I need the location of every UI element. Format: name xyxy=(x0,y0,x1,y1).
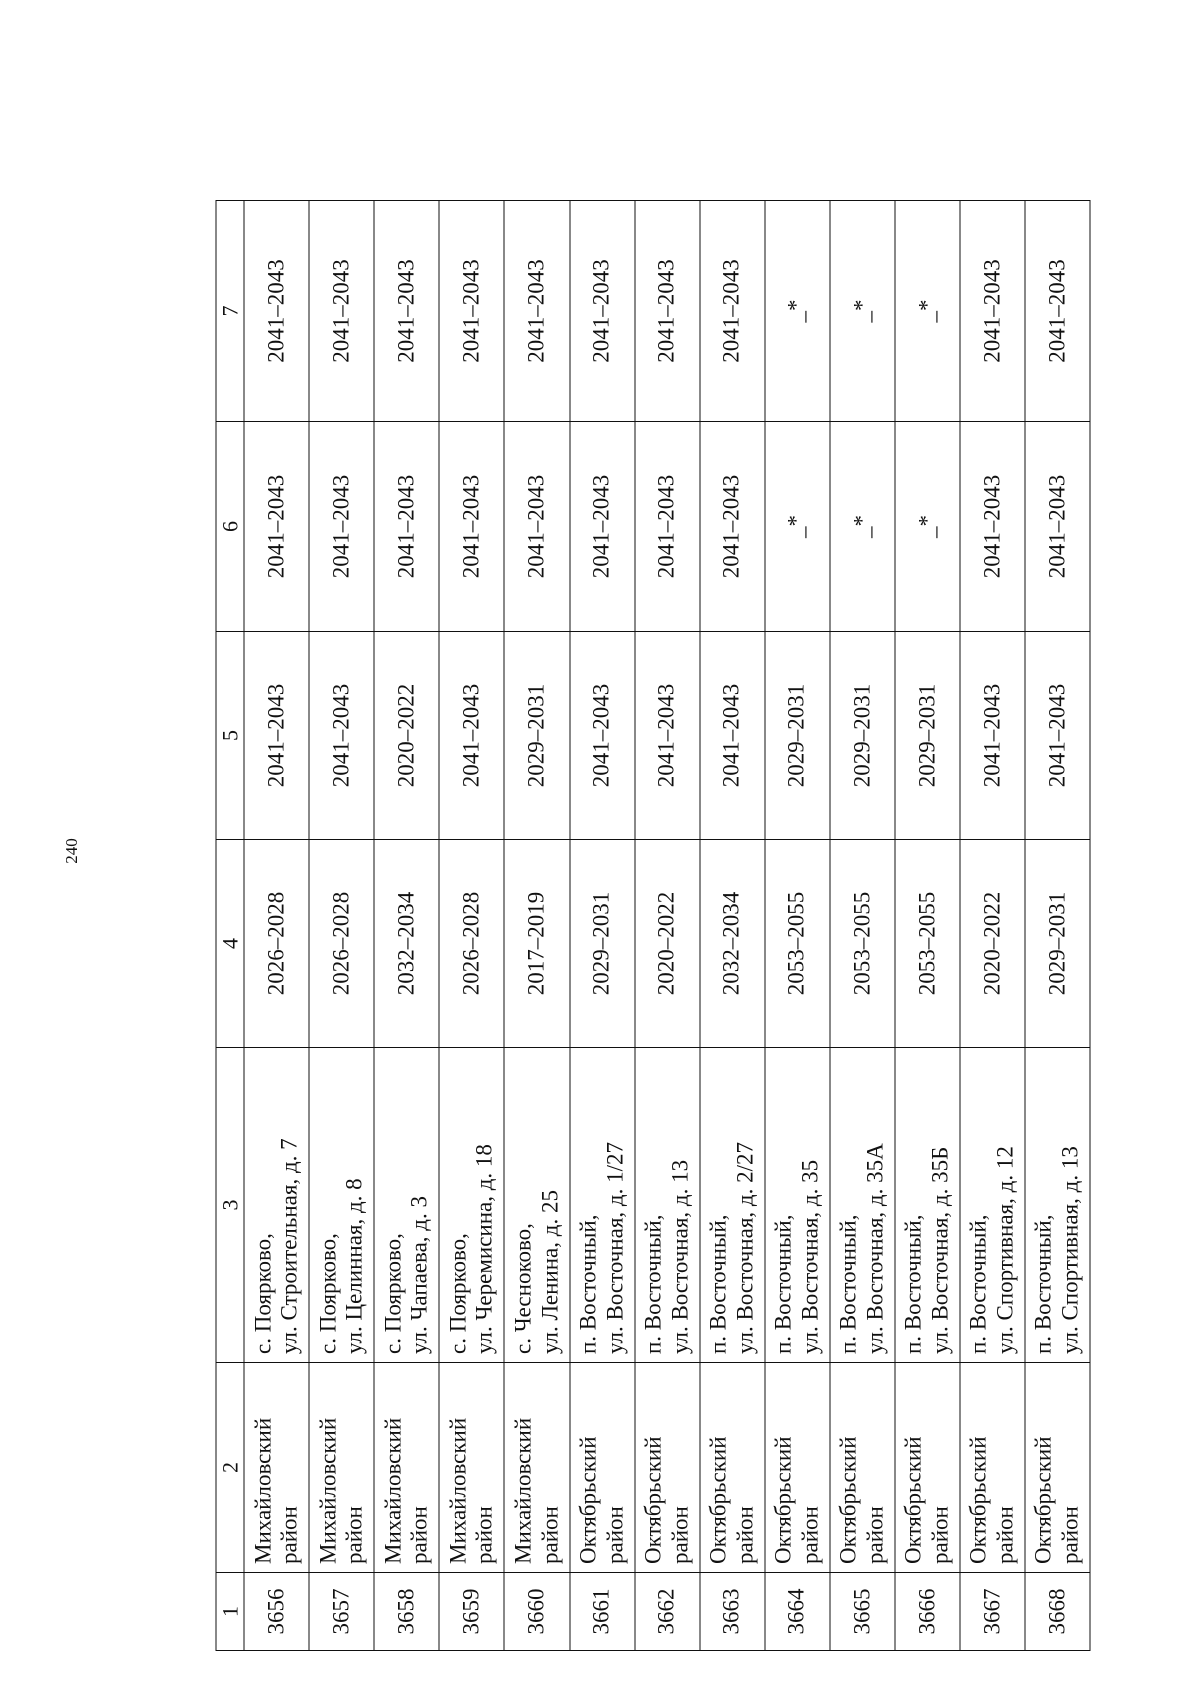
address-line: с. Поярково, xyxy=(445,1233,471,1354)
table-row xyxy=(309,201,374,1651)
period-col4: 2020–2022 xyxy=(960,840,1025,1048)
registry-table xyxy=(216,200,1091,1651)
period-col7: 2041–2043 xyxy=(504,201,569,422)
district-line: район xyxy=(276,1506,302,1564)
column-header: 1 xyxy=(216,1573,244,1651)
row-number: 3661 xyxy=(570,1573,635,1651)
district-line: район xyxy=(406,1506,432,1564)
column-header: 2 xyxy=(216,1363,244,1573)
address-cell xyxy=(1025,1048,1090,1363)
period-col6: _* xyxy=(765,422,830,632)
period-col7: 2041–2043 xyxy=(635,201,700,422)
address-line: с. Поярково, xyxy=(380,1233,406,1354)
address-line: ул. Восточная, д. 35 xyxy=(797,1159,823,1354)
district-line: район xyxy=(667,1506,693,1564)
period-col7: 2041–2043 xyxy=(374,201,439,422)
page-number: 240 xyxy=(62,838,81,864)
address-line: с. Чесноково, xyxy=(510,1223,536,1354)
district-line: Михайловский xyxy=(445,1417,471,1564)
period-col7: 2041–2043 xyxy=(700,201,765,422)
address-line: ул. Чапаева, д. 3 xyxy=(406,1195,432,1354)
period-col5: 2041–2043 xyxy=(309,632,374,840)
table-row xyxy=(570,201,635,1651)
address-cell xyxy=(960,1048,1025,1363)
table-row xyxy=(504,201,569,1651)
district-cell xyxy=(244,1363,309,1573)
address-line: п. Восточный, xyxy=(770,1214,796,1354)
district-line: район xyxy=(797,1506,823,1564)
district-line: район xyxy=(471,1506,497,1564)
address-line: п. Восточный, xyxy=(1030,1214,1056,1354)
table-row xyxy=(765,201,830,1651)
period-col4: 2026–2028 xyxy=(244,840,309,1048)
address-line: ул. Спортивная, д. 12 xyxy=(992,1146,1018,1354)
address-cell xyxy=(570,1048,635,1363)
row-number: 3657 xyxy=(309,1573,374,1651)
district-cell xyxy=(570,1363,635,1573)
period-col7: 2041–2043 xyxy=(570,201,635,422)
address-cell xyxy=(700,1048,765,1363)
district-cell xyxy=(765,1363,830,1573)
header-row xyxy=(216,201,244,1651)
address-cell xyxy=(309,1048,374,1363)
period-col4: 2032–2034 xyxy=(374,840,439,1048)
address-line: ул. Спортивная, д. 13 xyxy=(1057,1146,1083,1354)
district-cell xyxy=(439,1363,504,1573)
address-cell xyxy=(895,1048,960,1363)
district-cell xyxy=(635,1363,700,1573)
address-line: ул. Восточная, д. 2/27 xyxy=(732,1142,758,1354)
period-col5: 2041–2043 xyxy=(960,632,1025,840)
address-line: ул. Черемисина, д. 18 xyxy=(471,1144,497,1354)
district-line: Михайловский xyxy=(250,1417,276,1564)
period-col6: 2041–2043 xyxy=(700,422,765,632)
row-number: 3664 xyxy=(765,1573,830,1651)
address-cell xyxy=(374,1048,439,1363)
address-cell xyxy=(830,1048,895,1363)
district-cell xyxy=(504,1363,569,1573)
row-number: 3659 xyxy=(439,1573,504,1651)
address-line: ул. Строительная, д. 7 xyxy=(276,1138,302,1354)
address-line: п. Восточный, xyxy=(900,1214,926,1354)
period-col4: 2032–2034 xyxy=(700,840,765,1048)
period-col5: 2020–2022 xyxy=(374,632,439,840)
period-col6: _* xyxy=(895,422,960,632)
period-col6: 2041–2043 xyxy=(570,422,635,632)
district-cell xyxy=(895,1363,960,1573)
table-row xyxy=(1025,201,1090,1651)
district-cell xyxy=(960,1363,1025,1573)
district-line: Октябрьский xyxy=(640,1436,666,1564)
address-line: п. Восточный, xyxy=(705,1214,731,1354)
address-line: ул. Восточная, д. 13 xyxy=(667,1159,693,1354)
period-col7: 2041–2043 xyxy=(1025,201,1090,422)
table-row xyxy=(700,201,765,1651)
table-row xyxy=(635,201,700,1651)
address-cell xyxy=(244,1048,309,1363)
period-col4: 2020–2022 xyxy=(635,840,700,1048)
column-header: 4 xyxy=(216,840,244,1048)
address-line: ул. Ленина, д. 25 xyxy=(537,1190,562,1354)
row-number: 3668 xyxy=(1025,1573,1090,1651)
district-line: Октябрьский xyxy=(1030,1436,1056,1564)
period-col4: 2053–2055 xyxy=(765,840,830,1048)
period-col6: 2041–2043 xyxy=(309,422,374,632)
column-header: 3 xyxy=(216,1048,244,1363)
district-line: Михайловский xyxy=(380,1417,406,1564)
address-cell xyxy=(765,1048,830,1363)
address-line: ул. Восточная, д. 35Б xyxy=(927,1146,953,1354)
district-line: Октябрьский xyxy=(705,1436,731,1564)
period-col7: 2041–2043 xyxy=(960,201,1025,422)
table-row xyxy=(895,201,960,1651)
period-col6: 2041–2043 xyxy=(244,422,309,632)
address-cell xyxy=(635,1048,700,1363)
address-line: ул. Восточная, д. 35А xyxy=(862,1143,888,1354)
district-line: район xyxy=(732,1506,758,1564)
district-line: район xyxy=(537,1506,562,1564)
period-col5: 2041–2043 xyxy=(244,632,309,840)
period-col4: 2053–2055 xyxy=(830,840,895,1048)
period-col7: _* xyxy=(765,201,830,422)
row-number: 3663 xyxy=(700,1573,765,1651)
period-col6: 2041–2043 xyxy=(439,422,504,632)
column-header: 5 xyxy=(216,632,244,840)
period-col6: 2041–2043 xyxy=(374,422,439,632)
address-line: п. Восточный, xyxy=(640,1214,666,1354)
district-line: район xyxy=(602,1506,628,1564)
period-col6: 2041–2043 xyxy=(1025,422,1090,632)
row-number: 3658 xyxy=(374,1573,439,1651)
period-col7: 2041–2043 xyxy=(309,201,374,422)
district-line: Октябрьский xyxy=(770,1436,796,1564)
address-line: п. Восточный, xyxy=(835,1214,861,1354)
period-col7: _* xyxy=(830,201,895,422)
table-row xyxy=(244,201,309,1651)
table-row xyxy=(374,201,439,1651)
table-container xyxy=(216,201,1091,1651)
period-col6: _* xyxy=(830,422,895,632)
district-cell xyxy=(830,1363,895,1573)
district-cell xyxy=(374,1363,439,1573)
district-line: район xyxy=(1057,1506,1083,1564)
district-line: Октябрьский xyxy=(965,1436,991,1564)
period-col4: 2026–2028 xyxy=(309,840,374,1048)
address-cell xyxy=(504,1048,569,1363)
period-col4: 2029–2031 xyxy=(1025,840,1090,1048)
district-line: район xyxy=(341,1506,367,1564)
district-line: район xyxy=(927,1506,953,1564)
period-col4: 2026–2028 xyxy=(439,840,504,1048)
district-line: Октябрьский xyxy=(835,1436,861,1564)
period-col5: 2029–2031 xyxy=(830,632,895,840)
district-line: Октябрьский xyxy=(575,1436,601,1564)
period-col6: 2041–2043 xyxy=(960,422,1025,632)
row-number: 3667 xyxy=(960,1573,1025,1651)
address-cell xyxy=(439,1048,504,1363)
column-header: 7 xyxy=(216,201,244,422)
address-line: с. Поярково, xyxy=(315,1233,341,1354)
period-col6: 2041–2043 xyxy=(504,422,569,632)
period-col5: 2041–2043 xyxy=(570,632,635,840)
period-col4: 2029–2031 xyxy=(570,840,635,1048)
district-line: Михайловский xyxy=(315,1417,341,1564)
period-col7: 2041–2043 xyxy=(244,201,309,422)
period-col5: 2029–2031 xyxy=(765,632,830,840)
address-line: с. Поярково, xyxy=(250,1233,276,1354)
period-col7: _* xyxy=(895,201,960,422)
period-col5: 2041–2043 xyxy=(1025,632,1090,840)
table-row xyxy=(830,201,895,1651)
row-number: 3662 xyxy=(635,1573,700,1651)
district-line: район xyxy=(862,1506,888,1564)
table-row xyxy=(960,201,1025,1651)
column-header: 6 xyxy=(216,422,244,632)
district-cell xyxy=(1025,1363,1090,1573)
district-line: Октябрьский xyxy=(900,1436,926,1564)
district-line: район xyxy=(992,1506,1018,1564)
district-line: Михайловский xyxy=(510,1417,536,1564)
period-col5: 2029–2031 xyxy=(895,632,960,840)
address-line: ул. Целинная, д. 8 xyxy=(341,1178,367,1354)
period-col6: 2041–2043 xyxy=(635,422,700,632)
district-cell xyxy=(700,1363,765,1573)
period-col4: 2017–2019 xyxy=(504,840,569,1048)
period-col5: 2041–2043 xyxy=(439,632,504,840)
row-number: 3665 xyxy=(830,1573,895,1651)
district-cell xyxy=(309,1363,374,1573)
period-col5: 2029–2031 xyxy=(504,632,569,840)
period-col5: 2041–2043 xyxy=(635,632,700,840)
period-col5: 2041–2043 xyxy=(700,632,765,840)
table-row xyxy=(439,201,504,1651)
row-number: 3660 xyxy=(504,1573,569,1651)
address-line: п. Восточный, xyxy=(575,1214,601,1354)
period-col4: 2053–2055 xyxy=(895,840,960,1048)
period-col7: 2041–2043 xyxy=(439,201,504,422)
row-number: 3656 xyxy=(244,1573,309,1651)
address-line: ул. Восточная, д. 1/27 xyxy=(602,1142,628,1354)
row-number: 3666 xyxy=(895,1573,960,1651)
address-line: п. Восточный, xyxy=(965,1214,991,1354)
